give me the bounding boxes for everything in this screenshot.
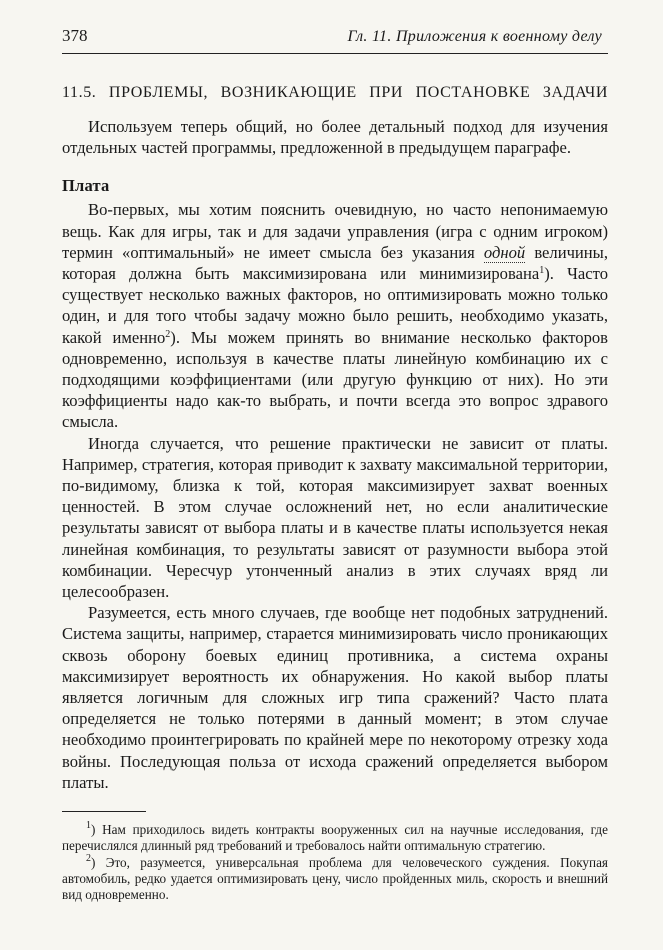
paragraph-1 [62,199,608,432]
footnote-ref-2[interactable]: 2 [165,328,171,340]
footnote-1-text: ) Нам приходилось видеть контракты вооруженных сил на научные исследования, где перечислялся длинный ряд требований и требовалось найти оптимальную стратегию. [62,822,608,854]
footnote-2-text: ) Это, разумеется, универсальная проблема для человеческого суждения. Покупая автомобиль, редко удается оптимизировать цену, число пройденных миль, скорость и внешний вид одновременно. [62,854,608,902]
page-number: 378 [62,26,88,45]
footnote-2-mark: 2 [86,852,91,864]
footnote-1 [62,822,608,854]
book-page [62,26,608,903]
paragraph-2: Иногда случается, что решение практически не зависит от платы. Например, стратегия, которая приводит к захвату максимальной территории, по-видимому, близка к той, которая максимизирует захват военных ценностей. В этом случае осложнений нет, но если аналитические результаты зависят от выбора платы и в качестве платы используется некая линейная комбинация, то результаты зависят от разумности выбора этой комбинации. Чересчур утонченный анализ в этих случаях вряд ли целесообразен. [62,433,608,602]
footnote-ref-1[interactable]: 1 [539,265,545,277]
intro-paragraph: Используем теперь общий, но более детальный подход для изучения отдельных частей программы, предложенной в предыдущем параграфе. [62,117,608,158]
paragraph-1-part-d: ). Мы можем принять во внимание несколько факторов одновременно, используя в качестве платы линейную комбинацию их с подходящими коэффициентами (или другую функцию от них). Но эти коэффициенты надо как-то выбрать, и почти всегда это вопрос здравого смысла. [62,327,608,432]
running-title: Гл. 11. Приложения к военному делу [347,28,602,45]
emphasis-word: одной [483,242,526,262]
paragraph-1-part-b: величины, которая должна быть максимизирована или минимизирована [62,242,608,284]
footnote-2 [62,852,608,904]
paragraph-1-part-a: Во-первых, мы хотим пояснить очевидную, но часто непонимаемую вещь. Как для игры, так и для задачи управления (игра с одним игроком) термин «оптимальный» не имеет смысла без указания [62,200,608,262]
paragraph-3: Разумеется, есть много случаев, где вообще нет подобных затруднений. Система защиты, например, старается минимизировать число проникающих сквозь оборону боевых единиц противника, а система охраны максимизирует вероятность их обнаружения. Но какой выбор платы является логичным для сложных игр типа сражений? Часто плата определяется не только потерями в данный момент; в этом случае необходимо проинтегрировать по крайней мере по некоторому отрезку хода войны. Последующая польза от исхода сражений определяется выбором платы. [62,603,608,792]
paragraph-1-part-c: ). Часто существует несколько важных факторов, но оптимизировать можно только один, и для того чтобы задачу можно было решить, необходимо указать, какой именно [62,264,608,347]
subheading-plata: Плата [62,176,110,196]
footnote-divider [62,811,146,812]
section-heading: 11.5. ПРОБЛЕМЫ, ВОЗНИКАЮЩИЕ ПРИ ПОСТАНОВКЕ ЗАДАЧИ [62,84,608,101]
page-header [62,26,608,54]
footnote-1-mark: 1 [86,820,91,832]
